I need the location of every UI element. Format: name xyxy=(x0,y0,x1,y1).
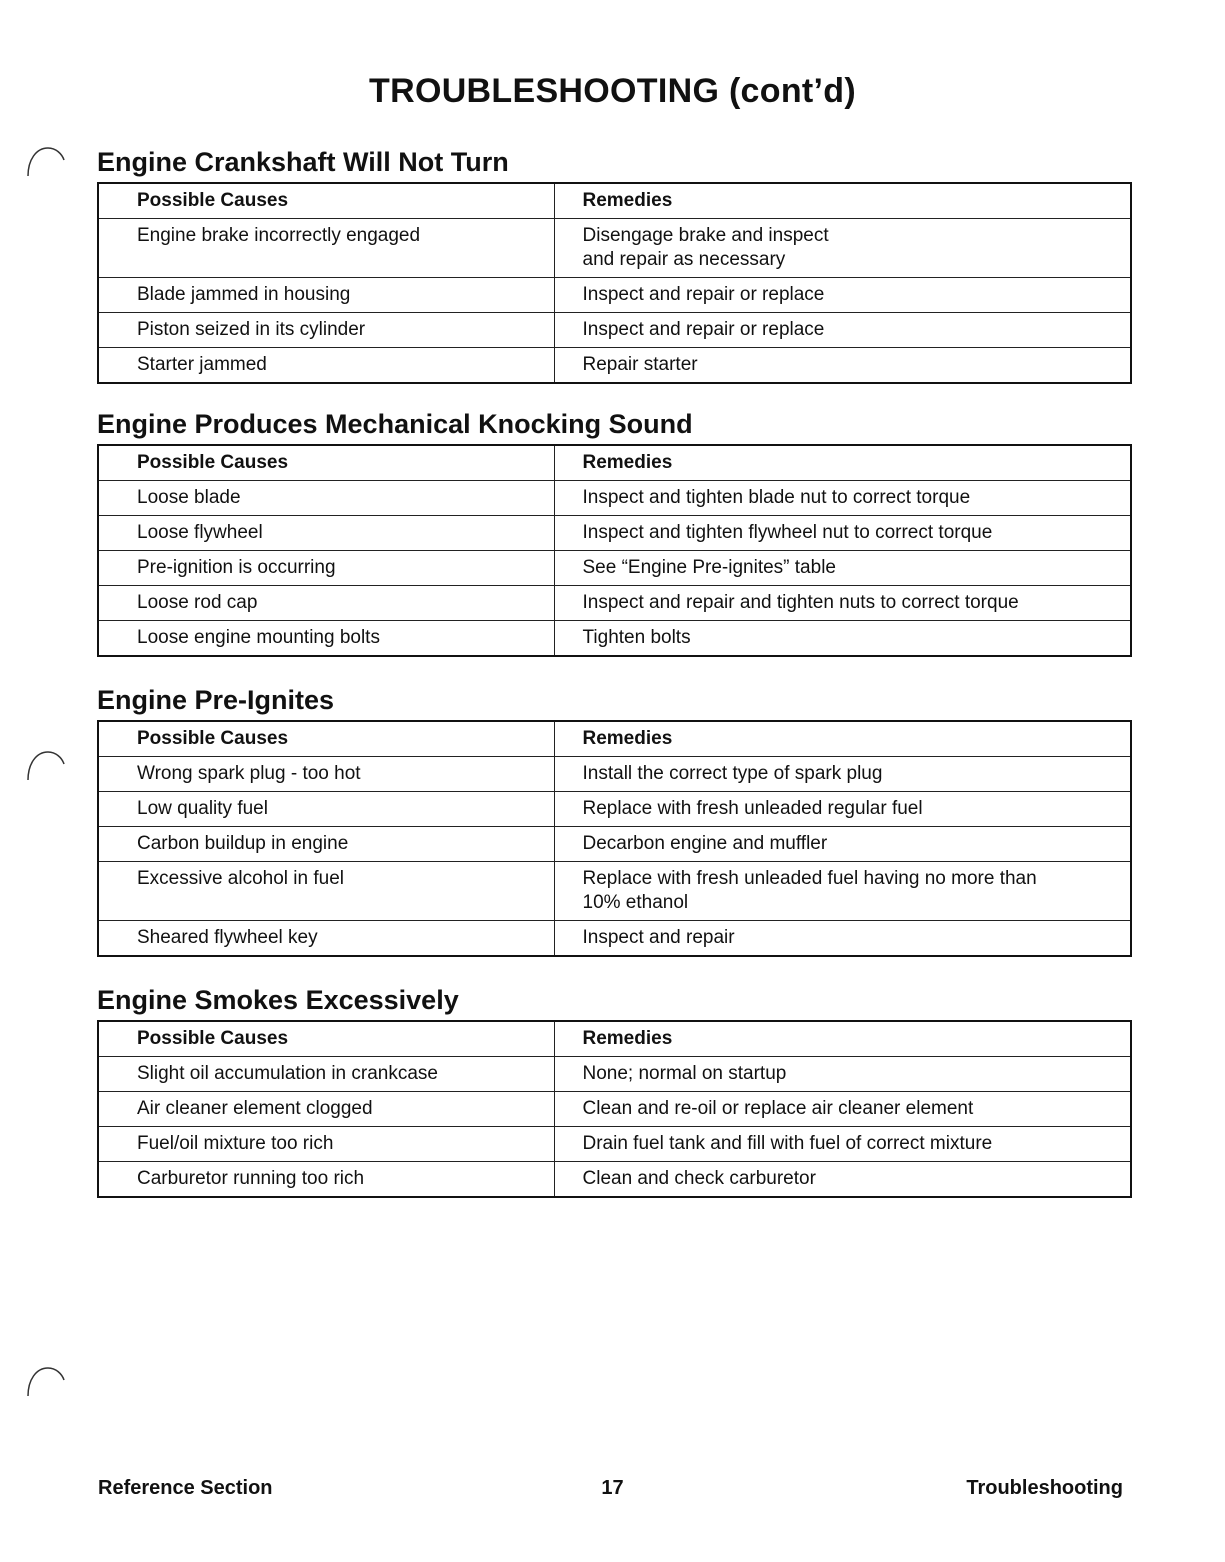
section-engine-smokes-excessively xyxy=(97,980,1130,1198)
cause-cell: Loose blade xyxy=(98,481,554,516)
column-header-remedies: Remedies xyxy=(554,445,1131,481)
table-row xyxy=(98,792,1131,827)
cause-cell: Loose flywheel xyxy=(98,516,554,551)
remedy-cell: Inspect and repair xyxy=(582,927,735,948)
cause-cell: Engine brake incorrectly engaged xyxy=(98,219,554,278)
section-engine-pre-ignites xyxy=(97,680,1130,957)
table-header-row xyxy=(98,183,1131,219)
table-row xyxy=(98,1092,1131,1127)
table-row xyxy=(98,1057,1131,1092)
section-heading: Engine Smokes Excessively xyxy=(97,985,459,1015)
table-row xyxy=(98,278,1131,313)
column-header-remedies: Remedies xyxy=(554,1021,1131,1057)
footer-chapter-name: Troubleshooting xyxy=(966,1477,1123,1499)
cause-cell: Wrong spark plug - too hot xyxy=(98,757,554,792)
remedy-cell: Repair starter xyxy=(582,354,698,375)
page-title: TROUBLESHOOTING (cont’d) xyxy=(369,72,856,110)
table-row xyxy=(98,757,1131,792)
table-row xyxy=(98,1127,1131,1162)
remedy-cell: Inspect and tighten flywheel nut to correct torque xyxy=(554,516,1131,551)
remedy-cell: See “Engine Pre-ignites” table xyxy=(554,551,1131,586)
remedy-cell: Clean and re-oil or replace air cleaner element xyxy=(554,1092,1131,1127)
table-row xyxy=(98,348,1131,384)
footer-page-number: 17 xyxy=(601,1477,624,1499)
table-row xyxy=(98,516,1131,551)
table-row xyxy=(98,481,1131,516)
column-header-causes: Possible Causes xyxy=(98,1021,554,1057)
cause-cell: Loose engine mounting bolts xyxy=(98,621,554,657)
remedy-cell: Replace with fresh unleaded fuel having no more than 10% ethanol xyxy=(554,862,1131,921)
section-mechanical-knocking-sound xyxy=(97,404,1130,657)
troubleshooting-table xyxy=(97,720,1132,957)
remedy-cell: Disengage brake and inspect and repair as necessary xyxy=(554,219,1131,278)
remedy-cell: Inspect and repair or replace xyxy=(554,278,1131,313)
binder-hole-mark-icon xyxy=(22,140,70,188)
table-row xyxy=(98,621,1131,657)
troubleshooting-table xyxy=(97,1020,1132,1198)
remedy-cell: Tighten bolts xyxy=(582,627,691,648)
remedy-cell: Decarbon engine and muffler xyxy=(554,827,1131,862)
cause-cell: Sheared flywheel key xyxy=(98,921,554,957)
cause-cell: Pre-ignition is occurring xyxy=(98,551,554,586)
footer-section-name: Reference Section xyxy=(98,1477,273,1499)
table-row xyxy=(98,551,1131,586)
section-heading: Engine Pre-Ignites xyxy=(97,685,335,715)
table-row xyxy=(98,219,1131,278)
remedy-cell: Drain fuel tank and fill with fuel of correct mixture xyxy=(554,1127,1131,1162)
remedy-cell: Clean and check carburetor xyxy=(582,1168,816,1189)
table-row xyxy=(98,862,1131,921)
table-row xyxy=(98,313,1131,348)
remedy-cell: Inspect and repair and tighten nuts to correct torque xyxy=(554,586,1131,621)
remedy-cell: Inspect and repair or replace xyxy=(554,313,1131,348)
column-header-causes: Possible Causes xyxy=(98,183,554,219)
troubleshooting-table xyxy=(97,444,1132,657)
table-header-row xyxy=(98,721,1131,757)
remedy-cell: None; normal on startup xyxy=(554,1057,1131,1092)
cause-cell: Air cleaner element clogged xyxy=(98,1092,554,1127)
cause-cell: Excessive alcohol in fuel xyxy=(98,862,554,921)
binder-hole-mark-icon xyxy=(22,742,70,790)
section-heading: Engine Produces Mechanical Knocking Sound xyxy=(97,409,693,439)
binder-hole-mark-icon xyxy=(22,1358,70,1406)
remedy-cell: Inspect and tighten blade nut to correct torque xyxy=(554,481,1131,516)
table-row xyxy=(98,921,1131,957)
table-row xyxy=(98,1162,1131,1198)
table-header-row xyxy=(98,445,1131,481)
cause-cell: Carbon buildup in engine xyxy=(98,827,554,862)
column-header-causes: Possible Causes xyxy=(98,445,554,481)
cause-cell: Piston seized in its cylinder xyxy=(98,313,554,348)
section-heading: Engine Crankshaft Will Not Turn xyxy=(97,147,509,177)
column-header-remedies: Remedies xyxy=(554,183,1131,219)
cause-cell: Low quality fuel xyxy=(98,792,554,827)
cause-cell: Blade jammed in housing xyxy=(98,278,554,313)
table-row xyxy=(98,586,1131,621)
section-crankshaft-will-not-turn xyxy=(97,142,1130,384)
cause-cell: Carburetor running too rich xyxy=(98,1162,554,1198)
table-header-row xyxy=(98,1021,1131,1057)
troubleshooting-table xyxy=(97,182,1132,384)
column-header-remedies: Remedies xyxy=(554,721,1131,757)
remedy-cell: Replace with fresh unleaded regular fuel xyxy=(554,792,1131,827)
cause-cell: Starter jammed xyxy=(98,348,554,384)
cause-cell: Slight oil accumulation in crankcase xyxy=(98,1057,554,1092)
column-header-causes: Possible Causes xyxy=(98,721,554,757)
cause-cell: Fuel/oil mixture too rich xyxy=(98,1127,554,1162)
remedy-cell: Install the correct type of spark plug xyxy=(554,757,1131,792)
table-row xyxy=(98,827,1131,862)
cause-cell: Loose rod cap xyxy=(98,586,554,621)
